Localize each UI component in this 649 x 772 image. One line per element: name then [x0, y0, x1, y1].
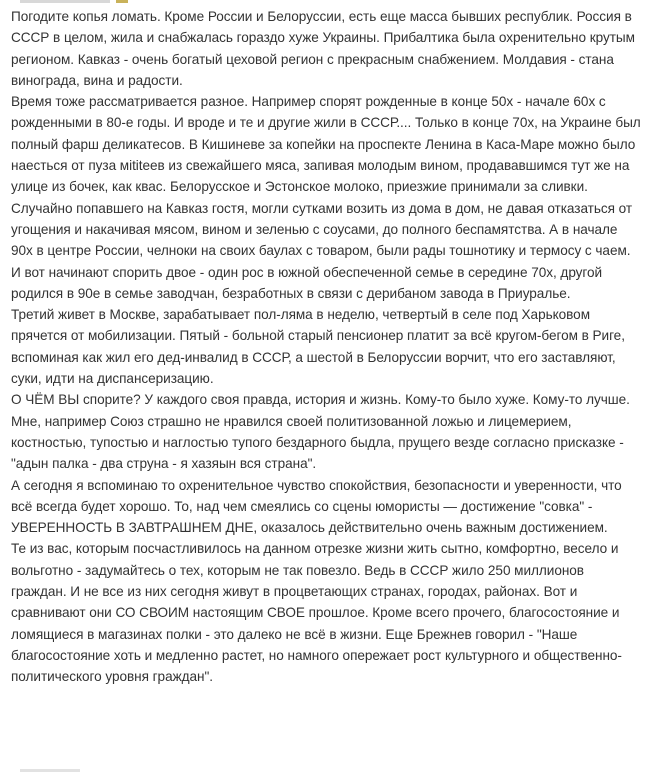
cropped-header-accent [116, 0, 128, 3]
paragraph: А сегодня я вспоминаю то охренительное чувство спокойствия, безопасности и уверенности, что всё всегда будет хорошо. То, над чем смеялись со сцены юмористы — достижение "совка" - УВЕРЕННОСТЬ В ЗАВТРАШНЕМ ДНЕ, оказалось действительно очень важным достижением. [11, 477, 622, 536]
post-body [11, 6, 641, 688]
cropped-header-fragment [20, 0, 160, 3]
paragraph: Погодите копья ломать. Кроме России и Белоруссии, есть еще масса бывших республик. Россия в СССР в целом, жила и снабжалась гораздо хуже Украины. Прибалтика была охренительно крутым регионом. Кавказ - очень богатый цеховой регион с прекрасным снабжением. Молдавия - стана винограда, вина и радости. [11, 9, 635, 88]
cropped-header-line [20, 0, 110, 3]
paragraph: Время тоже рассматривается разное. Например спорят рожденные в конце 50х - начале 60х с рожденными в 80-е годы. И вроде и те и другие жили в СССР.... Только в конце 70х, на Украине был полный фарш деликатесов. В Кишиневе за копейки на проспекте Ленина в Каса-Маре можно было наесться от пуза мititeев из свежайшего мяса, запивая молодым вином, продававшимся тут же на улице из бочек, как квас. Белорусское и Эстонское молоко, приезжие принимали за сливки. Случайно попавшего на Кавказ гостя, могли сутками возить из дома в дом, не давая отказаться от угощения и накачивая мясом, вином и зеленью с соусами, до полного беспамятства. А в начале 90х в центре России, челноки на своих баулах с товаром, были рады тошнотику и термосу с чаем. [11, 94, 641, 259]
paragraph: О ЧЁМ ВЫ спорите? У каждого своя правда, история и жизнь. Кому-то было хуже. Кому-то лучше. Мне, например Союз страшно не нравился своей политизованной ложью и лицемерием, костностью, тупостью и наглостью тупого бездарного быдла, прущего везде согласно присказке - "адын палка - два струна - я хазяын вся страна". [11, 392, 630, 472]
paragraph: Те из вас, которым посчастливилось на данном отрезке жизни жить сытно, комфортно, весело и вольготно - задумайтесь о тех, которым не так повезло. Ведь в СССР жило 250 миллионов граждан. И не все из них сегодня живут в процветающих странах, городах, районах. Вот и сравнивают они СО СВОИМ настоящим СВОЕ прошлое. Кроме всего прочего, благосостояние и ломящиеся в магазинах полки - это далеко не всё в жизни. Еще Брежнев говорил - "Наше благосостояние хоть и медленно растет, но намного опережает рост культурного и общественно-политического уровня граждан". [11, 541, 622, 685]
paragraph: Третий живет в Москве, зарабатывает пол-ляма в неделю, четвертый в селе под Харьковом прячется от мобилизации. Пятый - больной старый пенсионер платит за всё кругом-бегом в Риге, вспоминая как жил его дед-инвалид в СССР, а шестой в Белоруссии ворчит, что его заставляют, суки, идти на диспансеризацию. [11, 307, 625, 387]
paragraph: И вот начинают спорить двое - один рос в южной обеспеченной семье в середине 70х, другой родился в 90е в семье заводчан, безработных в связи с дерибаном завода в Приуралье. [11, 264, 603, 301]
